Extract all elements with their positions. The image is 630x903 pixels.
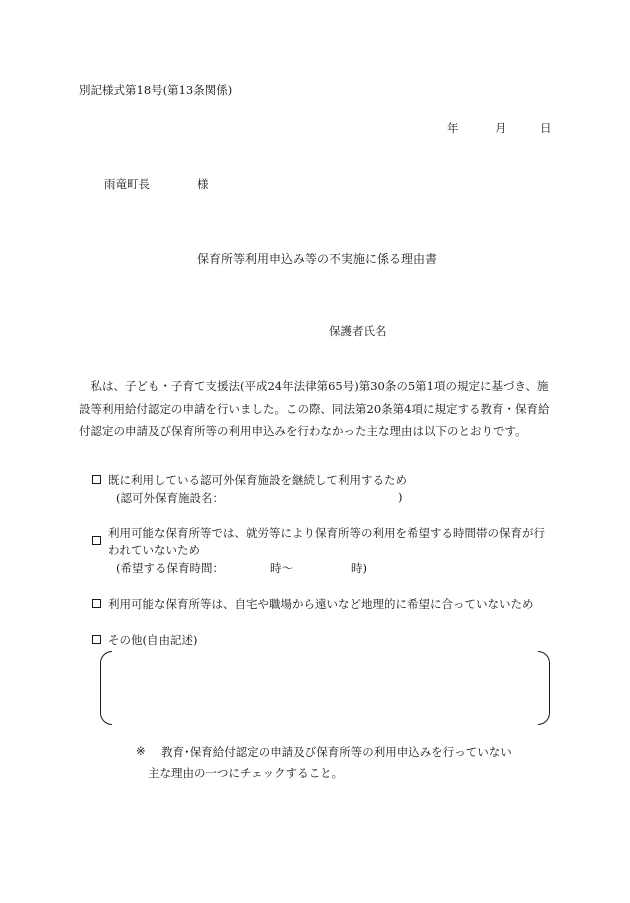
option-1-facility-label: (認可外保育施設名： — [116, 491, 224, 505]
guardian-name-label: 保護者氏名 — [329, 324, 387, 338]
intro-paragraph — [79, 375, 559, 443]
option-1-facility-close: ) — [398, 490, 403, 504]
option-2-hours-from: 時～ — [270, 561, 293, 575]
document-title: 保育所等利用申込み等の不実施に係る理由書 — [197, 252, 438, 266]
intro-text: 私は、子ども・子育て支援法(平成24年法律第65号)第30条の5第1項の規定に基づき、施設等利用給付認定の申請を行いました。この際、同法第20条第4項に規定する教育・保育給付認定の申請及び保育所等の利用申込みを行わなかった主な理由は以下のとおりです。 — [79, 379, 550, 438]
note-line-1: 教育･保育給付認定の申請及び保育所等の利用申込みを行っていない — [161, 745, 512, 759]
addressee-name: 雨竜町長 — [104, 177, 150, 191]
date-month-label: 月 — [495, 121, 507, 135]
option-1-label: 既に利用している認可外保育施設を継続して利用するため — [108, 473, 407, 487]
option-4-label: その他(自由記述) — [108, 633, 198, 647]
option-2-hours-label: (希望する保育時間： — [116, 561, 224, 575]
free-text-area[interactable] — [114, 656, 536, 720]
date-day-label: 日 — [540, 121, 552, 135]
addressee-honorific: 様 — [197, 177, 209, 191]
option-2-checkbox[interactable] — [92, 536, 101, 545]
option-3-checkbox[interactable] — [92, 599, 101, 608]
note-line-2: 主な理由の一つにチェックすること。 — [148, 766, 344, 780]
note-mark: ※ — [136, 744, 146, 758]
free-text-bracket-left — [100, 651, 112, 725]
form-number: 別記様式第18号(第13条関係) — [79, 83, 233, 97]
option-3-label: 利用可能な保育所等は、自宅や職場から遠いなど地理的に希望に合っていないため — [108, 597, 534, 611]
option-1-checkbox[interactable] — [92, 475, 101, 484]
free-text-bracket-right — [538, 651, 550, 725]
option-2-label: 利用可能な保育所等では、就労等により保育所等の利用を希望する時間帯の保育が行われていないため — [108, 526, 545, 557]
option-2-hours-to: 時) — [351, 561, 367, 575]
date-year-label: 年 — [447, 121, 459, 135]
option-4-checkbox[interactable] — [92, 635, 101, 644]
